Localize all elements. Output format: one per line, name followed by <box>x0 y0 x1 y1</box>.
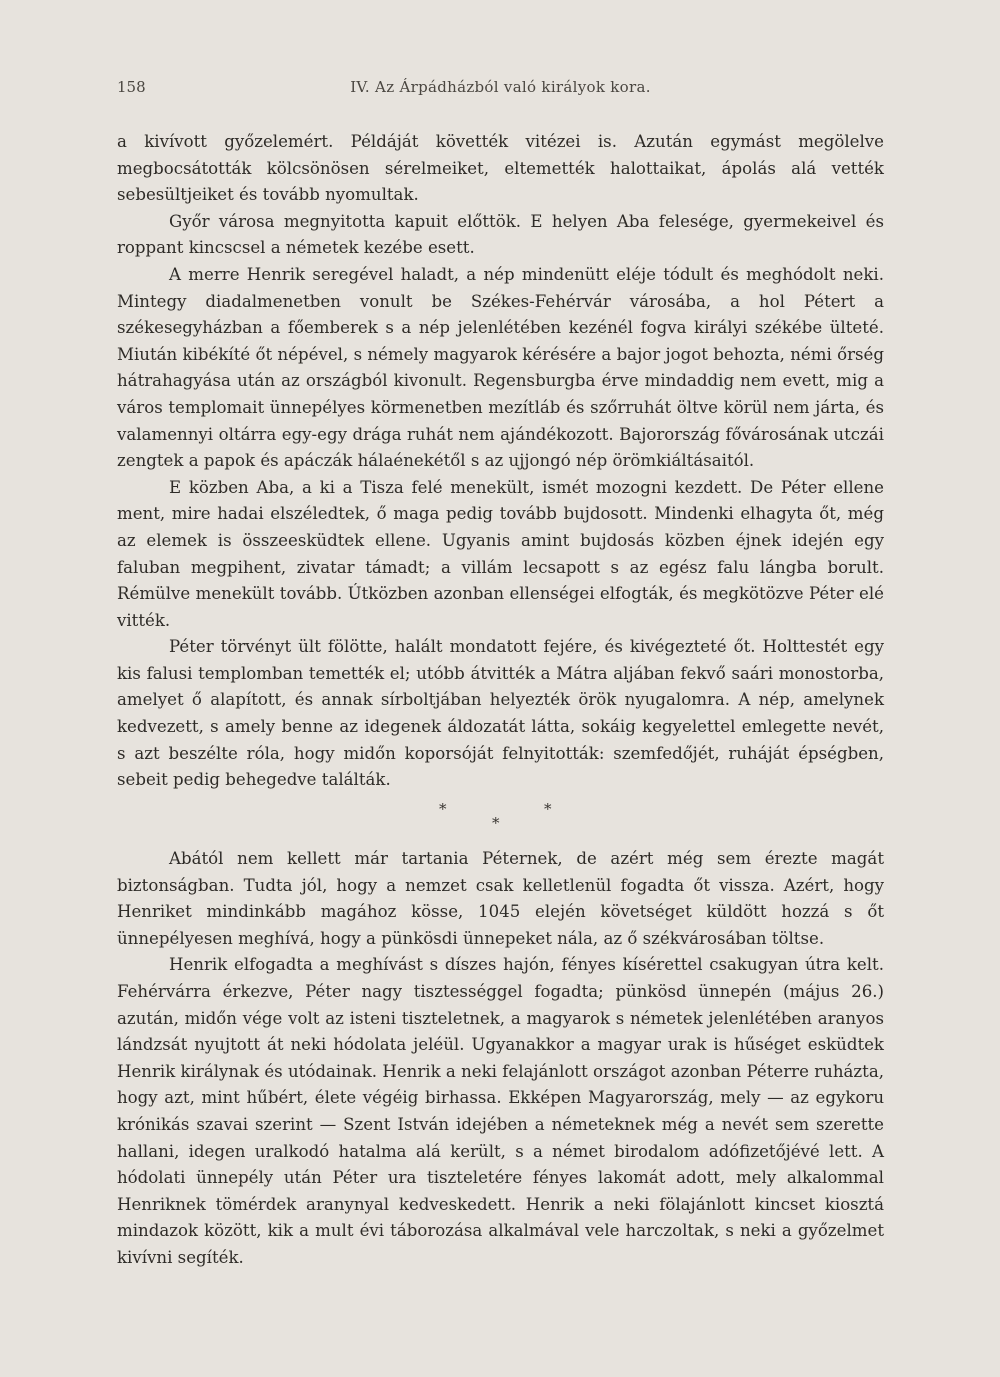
page-header <box>117 78 884 102</box>
asterisk: * <box>439 800 447 818</box>
paragraph: Henrik elfogadta a meghívást s díszes hajón, fényes kísérettel csakugyan útra kelt. Fehérvárra érkezve, Péter nagy tisztességgel fogadta; pünkösd ünnepén (május 26.) azután, midőn vége volt az isteni tiszteletnek, a magyarok s németek jelenlétében aranyos lándzsát nyujtott át neki hódolata jeléül. Ugyanakkor a magyar urak is hűséget esküdtek Henrik királynak és utódainak. Henrik a neki felajánlott országot azonban Péterre ruházta, hogy azt, mint hűbért, élete végéig birhassa. Ekképen Magyarország, mely — az egykoru krónikás szavai szerint — Szent István idejében a németeknek még a nevét sem szerette hallani, idegen uralkodó hatalma alá került, s a német birodalom adófizetőjévé lett. A hódolati ünnepély után Péter ura tiszteletére fényes lakomát adott, mely alkalommal Henriknek tömérdek aranynyal kedveskedett. Henrik a neki fölajánlott kincset kiosztá mindazok között, kik a mult évi táborozása alkalmával vele harczoltak, s neki a győzelmet kivívni segíték. <box>117 955 884 1267</box>
paragraph: Győr városa megnyitotta kapuit előttök. E helyen Aba felesége, gyermekeivel és roppant kincscsel a németek kezébe esett. <box>117 211 884 258</box>
paragraph: E közben Aba, a ki a Tisza felé menekült, ismét mozogni kezdett. De Péter ellene ment, mire hadai elszéledtek, ő maga pedig tovább bujdosott. Mindenki elhagyta őt, még az elemek is összeesküdtek ellene. Ugyanis amint bujdosás közben éjnek idején egy faluban megpihent, zivatar támadt; a villám lecsapott s az egész falu lángba borult. Rémülve menekült tovább. Útközben azonban ellenségei elfogták, és megkötözve Péter elé vitték. <box>117 477 884 630</box>
paragraph: A merre Henrik seregével haladt, a nép mindenütt eléje tódult és meghódolt neki. Mintegy diadalmenetben vonult be Székes-Fehérvár városába, a hol Pétert a székesegyházban a főemberek s a nép jelenlétében kezénél fogva királyi székébe ülteté. Miután kibékíté őt népével, s némely magyarok kérésére a bajor jogot behozta, némi őrség hátrahagyása után az országból kivonult. Regensburgba érve mindaddig nem evett, mig a város templomait ünnepélyes körmenetben mezítláb és szőrruhát öltve körül nem járta, és valamennyi oltárra egy-egy drága ruhát nem ajándékozott. Bajorország fővárosának utczái zengtek a papok és apáczák hálaénekétől s az ujjongó nép örömkiáltásaitól. <box>117 264 884 471</box>
paragraph: Péter törvényt ült fölötte, halált mondatott fejére, és kivégezteté őt. Holttestét egy kis falusi templomban temették el; utóbb átvitték a Mátra aljában fekvő saári monostorba, amelyet ő alapított, és annak sírboltjában helyezték örök nyugalomra. A nép, amelynek kedvezett, s amely benne az idegenek áldozatát látta, sokáig kegyelettel emlegette nevét, s azt beszélte róla, hogy midőn koporsóját felnyitották: szemfedőjét, ruháját épségben, sebeit pedig behegedve találták. <box>117 637 884 790</box>
page-number: 158 <box>117 78 146 96</box>
section-separator <box>117 800 884 834</box>
asterisk: * <box>544 800 552 818</box>
paragraph: Abától nem kellett már tartania Péternek, de azért még sem érezte magát biztonságban. Tudta jól, hogy a nemzet csak kelletlenül fogadta őt vissza. Azért, hogy Henriket mindinkább magához kösse, 1045 elején követséget küldött hozzá s őt ünnepélyesen meghívá, hogy a pünkösdi ünnepeket nála, az ő székvárosában töltse. <box>117 849 884 948</box>
body-text-before-separator <box>117 129 884 794</box>
body-text-after-separator <box>117 846 884 1272</box>
asterisk: * <box>492 814 500 832</box>
running-title: IV. Az Árpádházból való királyok kora. <box>350 78 651 96</box>
paragraph: a kivívott győzelemért. Példáját követték vitézei is. Azután egymást megölelve megbocsátották kölcsönösen sérelmeiket, eltemették halottaikat, ápolás alá vették sebesültjeiket és tovább nyomultak. <box>117 132 884 205</box>
